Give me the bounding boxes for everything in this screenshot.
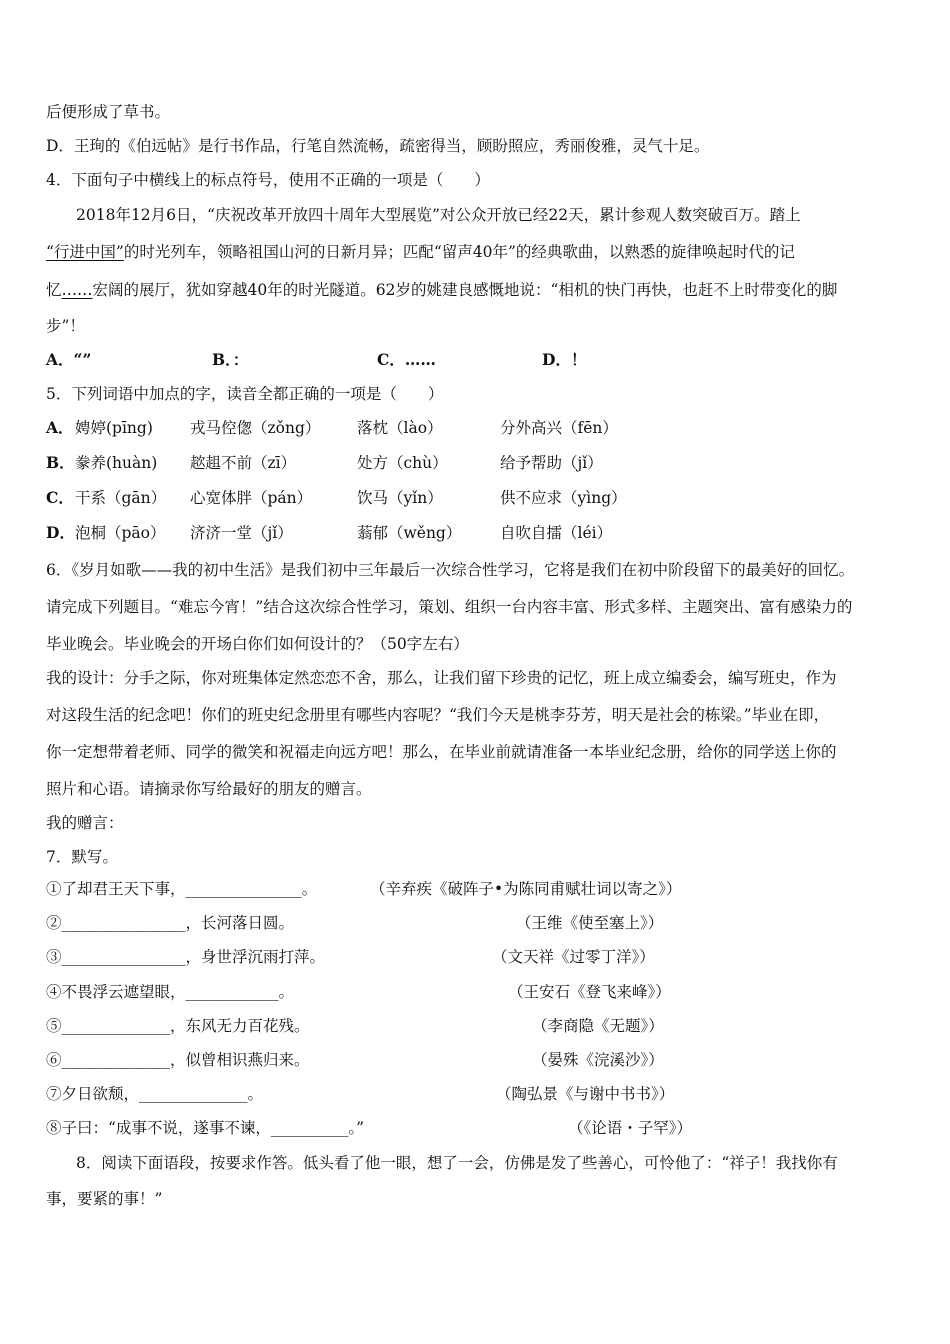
dictation-source: （李商隐《无题》） — [532, 1017, 664, 1035]
q4-option-a: A．“” — [46, 350, 92, 369]
word-item: 自吹自擂（léi） — [500, 524, 613, 542]
q5-option-row — [46, 488, 906, 508]
dictation-item — [46, 1118, 906, 1138]
option-label: C． — [46, 488, 74, 507]
dictation-source: （《论语・子罕》） — [568, 1119, 693, 1137]
word-item: 济济一堂（jǐ） — [190, 524, 293, 542]
q6-line: 照片和心语。请摘录你写给最好的朋友的赠言。 — [46, 780, 372, 798]
q4-option-b: B．： — [212, 350, 249, 369]
word-item: 分外高兴（fēn） — [500, 419, 618, 437]
dictation-item — [46, 982, 906, 1002]
dictation-source: （文天祥《过零丁洋》） — [492, 948, 655, 966]
q6-line: 毕业晚会。毕业晚会的开场白你们如何设计的？（50字左右） — [46, 635, 469, 653]
q8-line2: 事，要紧的事！” — [46, 1190, 163, 1208]
word-item: 戎马倥偬（zǒng） — [190, 419, 321, 437]
dictation-item — [46, 947, 906, 967]
dictation-source: （辛弃疾《破阵子•为陈同甫赋壮词以寄之》） — [370, 880, 682, 898]
q4-passage-line1: 2018年12月6日，“庆祝改革开放四十周年大型展览”对公众开放已经22天，累计参观人数突破百万。踏上 — [76, 206, 801, 224]
dictation-text: ⑧子曰：“成事不说，遂事不谏，__________。” — [46, 1119, 365, 1137]
q7-stem: 7．默写。 — [46, 848, 118, 866]
q6-line: 我的赠言： — [46, 814, 124, 832]
q4-option-c: C．…… — [377, 350, 436, 369]
dictation-source: （王维《使至塞上》） — [516, 914, 664, 932]
dictation-text: ⑦夕日欲颓，______________。 — [46, 1085, 264, 1103]
q6-line: 你一定想带着老师、同学的微笑和祝福走向远方吧！那么，在毕业前就请准备一本毕业纪念册，给你的同学送上你的 — [46, 743, 837, 761]
word-item: 趑趄不前（zī） — [190, 454, 297, 472]
dictation-item — [46, 1084, 906, 1104]
word-item: 落枕（lào） — [357, 419, 443, 437]
underlined-quote: “行进中国” — [46, 243, 124, 261]
dictation-text: ⑥______________，似曾相识燕归来。 — [46, 1051, 310, 1069]
option-label: D． — [46, 523, 75, 542]
q4-passage-line2 — [46, 242, 795, 262]
q3-continuation: 后便形成了草书。 — [46, 103, 171, 121]
passage-text: 忆 — [46, 281, 62, 299]
q6-line: 我的设计：分手之际，你对班集体定然恋恋不舍，那么，让我们留下珍贵的记忆，班上成立编委会，编写班史，作为 — [46, 669, 837, 687]
word-item: 泡桐（pāo） — [75, 524, 166, 542]
underlined-ellipsis: …… — [61, 281, 93, 299]
option-label: A． — [46, 418, 74, 437]
q4-passage-line4: 步”！ — [46, 317, 85, 335]
q6-line: 6．《岁月如歌——我的初中生活》是我们初中三年最后一次综合性学习，它将是我们在初中阶段留下的最美好的回忆。 — [46, 561, 855, 579]
dictation-text: ④不畏浮云遮望眼，____________。 — [46, 983, 295, 1001]
word-item: 饮马（yǐn） — [357, 489, 443, 507]
q5-option-row — [46, 453, 906, 473]
word-item: 豢养(huàn) — [75, 454, 158, 472]
dictation-source: （陶弘景《与谢中书书》） — [496, 1085, 675, 1103]
q4-passage-line3 — [46, 280, 837, 300]
dictation-item — [46, 1016, 906, 1036]
dictation-source: （王安石《登飞来峰》） — [508, 983, 671, 1001]
dictation-item — [46, 913, 906, 933]
dictation-text: ③________________，身世浮沉雨打萍。 — [46, 948, 326, 966]
q4-option-d: D．！ — [542, 350, 587, 369]
q6-line: 请完成下列题目。“难忘今宵！”结合这次综合性学习，策划、组织一台内容丰富、形式多样、主题突出、富有感染力的 — [46, 598, 853, 616]
passage-text: 宏阔的展厅，犹如穿越40年的时光隧道。62岁的姚建良感慨地说：“相机的快门再快，也赶不上时带变化的脚 — [92, 281, 838, 299]
q8-line1: 8．阅读下面语段，按要求作答。低头看了他一眼，想了一会，仿佛是发了些善心，可怜他了：“祥子！我找你有 — [76, 1154, 838, 1172]
q5-option-row — [46, 418, 906, 438]
dictation-text: ①了却君王天下事，_______________。 — [46, 880, 318, 898]
word-item: 心宽体胖（pán） — [190, 489, 313, 507]
q5-stem: 5．下列词语中加点的字，读音全都正确的一项是（ ） — [46, 385, 444, 403]
dictation-item — [46, 1050, 906, 1070]
word-item: 娉婷(pīng) — [75, 419, 153, 437]
q3-option-d: D．王珣的《伯远帖》是行书作品，行笔自然流畅，疏密得当，顾盼照应，秀丽俊雅，灵气十足。 — [46, 137, 710, 155]
word-item: 供不应求（yìng） — [500, 489, 627, 507]
dictation-text: ⑤______________，东风无力百花残。 — [46, 1017, 310, 1035]
dictation-text: ②________________，长河落日圆。 — [46, 914, 295, 932]
word-item: 蓊郁（wěng） — [357, 524, 462, 542]
dictation-item — [46, 879, 906, 899]
option-label: B． — [46, 453, 75, 472]
q6-line: 对这段生活的纪念吧！你们的班史纪念册里有哪些内容呢？“我们今天是桃李芬芳，明天是社会的栋梁。”毕业在即， — [46, 706, 830, 724]
word-item: 给予帮助（jǐ） — [500, 454, 603, 472]
q4-stem: 4．下面句子中横线上的标点符号，使用不正确的一项是（ ） — [46, 171, 490, 189]
q5-option-row — [46, 523, 906, 543]
passage-text: 的时光列车，领略祖国山河的日新月异；匹配“留声40年”的经典歌曲，以熟悉的旋律唤起时代的记 — [123, 243, 795, 261]
q4-options — [46, 350, 906, 370]
word-item: 干系（gān） — [75, 489, 167, 507]
dictation-source: （晏殊《浣溪沙》） — [532, 1051, 664, 1069]
word-item: 处方（chù） — [357, 454, 448, 472]
